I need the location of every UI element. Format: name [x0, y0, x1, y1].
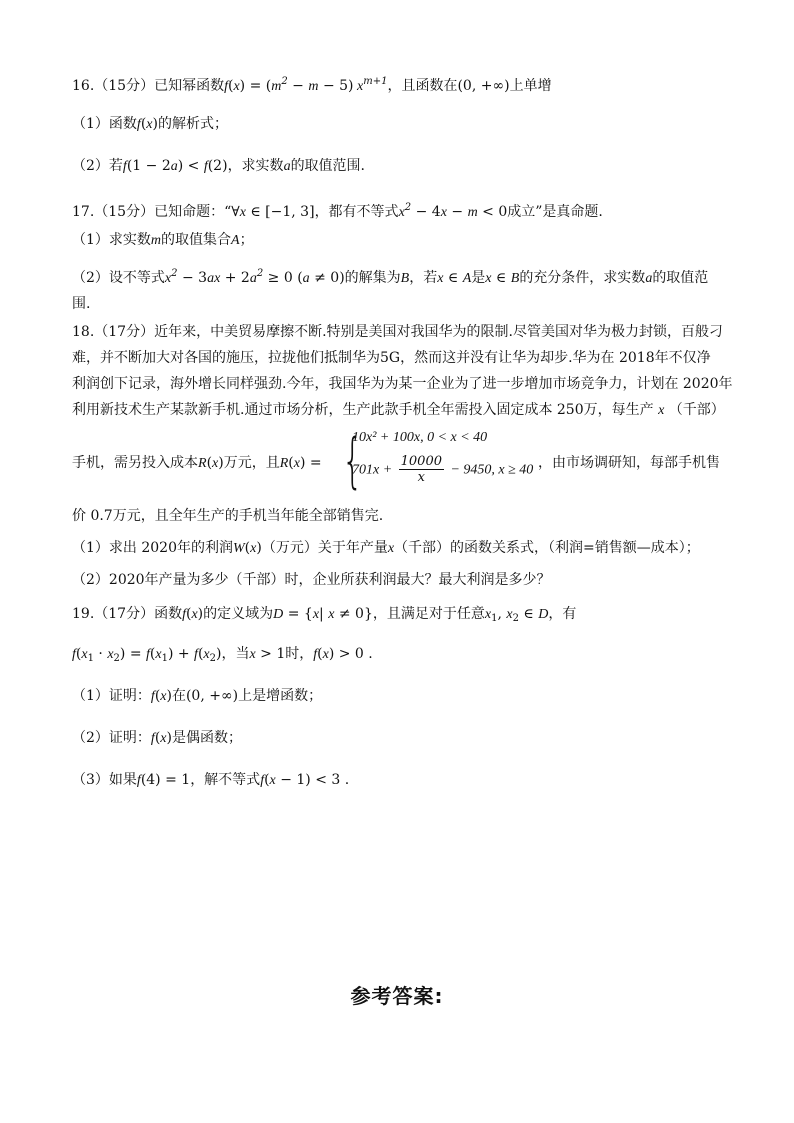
- q19-p1-c: 上是增函数；: [238, 688, 323, 704]
- q17-part2: （2）设不等式$x^2 - 3ax + 2a^2 \ge 0$ (a ≠ 0)的解集为B，若x ∈ A是x ∈ B的充分条件，求实数a的取值范: [72, 268, 709, 286]
- q18-l4-a: 利用新技术生产某款新手机.通过市场分析，生产此款手机全年需投入固定成本 250万，每生产: [72, 402, 654, 418]
- q17-p2-g: 围.: [72, 296, 91, 312]
- q17-part1: （1）求实数m的取值集合A；: [72, 232, 254, 248]
- q19-head-b: 的定义域为: [203, 606, 274, 622]
- q18-p1-a: （1）求出 2020年的利润: [72, 540, 233, 556]
- q19-p1-b: 在: [171, 688, 186, 704]
- q19-p1-a: （1）证明：: [72, 688, 151, 704]
- q17-p2-f: 的取值范: [652, 270, 709, 286]
- q16-p2-a: （2）若: [72, 158, 123, 174]
- q18-l5-a: 手机，需另投入成本: [72, 455, 198, 471]
- q19-p3-a: （3）如果: [72, 772, 137, 788]
- q19-p2-a: （2）证明：: [72, 730, 151, 746]
- q17-p1-a: （1）求实数: [72, 232, 151, 248]
- q19-head-c: ，且满足对于任意: [372, 606, 485, 622]
- q18-line4: 利用新技术生产某款新手机.通过市场分析，生产此款手机全年需投入固定成本 250万，每生产 x （千部）: [72, 402, 725, 418]
- q16-p2-c: 的取值范围.: [290, 158, 366, 174]
- q18-part1: （1）求出 2020年的利润W(x)（万元）关于年产量x（千部）的函数关系式，（利润=销售额—成本）；: [72, 540, 700, 556]
- q18-line3: 利润创下记录，海外增长同样强劲.今年，我国华为为某一企业为了进一步增加市场竞争力，计划在 2020年: [72, 376, 733, 392]
- q17-head: 17.（15分）已知命题：“: [72, 204, 232, 220]
- q17-part2-cont: [72, 294, 722, 314]
- q19-eq-end: 时，: [285, 646, 314, 662]
- q19-p3-b: ，解不等式: [190, 772, 261, 788]
- q17-p1-b: 的取值集合: [161, 232, 232, 248]
- q17-mid: ，都有不等式: [314, 204, 399, 220]
- q18-frac-den: x: [417, 470, 425, 485]
- q19-stem: 19.（17分）函数f(x)的定义域为D = {x| x ≠ 0}，且满足对于任意$x_1$, $x_2$ ∈ D，有: [72, 606, 577, 624]
- q19-head-a: 19.（17分）函数: [72, 606, 183, 622]
- q18-frac-num: 10000: [400, 454, 442, 469]
- q17-stem: 17.（15分）已知命题：“∀x ∈ [−1, 3]，都有不等式$x^2 - 4x - m < 0$成立”是真命题.: [72, 202, 603, 220]
- q18-fraction: [399, 454, 444, 485]
- q18-case2-a: 701x +: [352, 462, 393, 478]
- q18-l5-b: 万元，且: [223, 455, 280, 471]
- q18-cost-piecewise: [72, 426, 722, 496]
- q18-case2: [352, 454, 533, 485]
- left-brace: {: [342, 426, 364, 496]
- q17-p2-a: （2）设不等式: [72, 270, 165, 286]
- q18-line6: 价 0.7万元，且全年生产的手机当年能全部销售完.: [72, 508, 384, 524]
- q19-part1: （1）证明：f(x)在(0, +∞)上是增函数；: [72, 688, 323, 704]
- q17-p2-d: 是: [471, 270, 486, 286]
- q18-line1: 18.（17分）近年来，中美贸易摩擦不断.特别是美国对我国华为的限制.尽管美国对华为极力封锁，百般刁: [72, 324, 723, 340]
- q16-p2-b: ，求实数: [227, 158, 284, 174]
- q16-part1: （1）函数f(x)的解析式；: [72, 116, 228, 132]
- q18-case1: 10x² + 100x, 0 < x < 40: [352, 430, 488, 445]
- q18-case2-b: − 9450, x ≥ 40: [450, 462, 534, 478]
- q17-p2-b: 的解集为: [344, 270, 401, 286]
- q16-end: 上单增: [509, 78, 552, 94]
- q17-tail: 成立”是真命题.: [507, 204, 603, 220]
- q19-eq-mid: ，当: [221, 646, 250, 662]
- q19-condition: $f(x_1 \cdot x_2) = f(x_1) + f(x_2)$，当x > 1时，f(x) > 0 .: [72, 646, 373, 664]
- q16-tail: ，且函数在: [387, 78, 458, 94]
- q18-l5-c: ，由市场调研知，每部手机售: [538, 455, 720, 471]
- q18-part2: （2）2020年产量为多少（千部）时，企业所获利润最大？最大利润是多少？: [72, 572, 551, 588]
- q17-p2-e: 的充分条件，求实数: [519, 270, 646, 286]
- answer-section-title: 参考答案:: [350, 984, 444, 1008]
- q18-p1-b: （万元）关于年产量: [261, 540, 388, 556]
- q16-p1-b: 的解析式；: [157, 116, 228, 132]
- q18-line2: 难，并不断加大对各国的施压，拉拢他们抵制华为5G，然而这并没有让华为却步.华为在 2018年不仅净: [72, 350, 711, 366]
- q18-line5: 手机，需另投入成本R(x)万元，且R(x) =: [72, 455, 322, 471]
- q19-p2-b: 是偶函数；: [171, 730, 242, 746]
- q16-part2: （2）若f(1 − 2a) < f(2)，求实数a的取值范围.: [72, 158, 366, 174]
- q18-p1-c: （千部）的函数关系式，（利润=销售额—成本）；: [394, 540, 700, 556]
- q19-part3: （3）如果f(4) = 1，解不等式f(x − 1) < 3 .: [72, 772, 350, 788]
- q18-l4-b: （千部）: [668, 402, 725, 418]
- q19-part2: （2）证明：f(x)是偶函数；: [72, 730, 242, 746]
- q17-p1-c: ；: [239, 232, 254, 248]
- q16-head: 16.（15分）已知幂函数: [72, 78, 225, 94]
- q16-p1-a: （1）函数: [72, 116, 137, 132]
- q16-stem: 16.（15分）已知幂函数$f(x) = (m^2 - m - 5)$ $x^{m+1}$，且函数在(0, +∞)上单增: [72, 76, 552, 94]
- q17-p2-c: ，若: [409, 270, 438, 286]
- q19-head-d: ，有: [548, 606, 577, 622]
